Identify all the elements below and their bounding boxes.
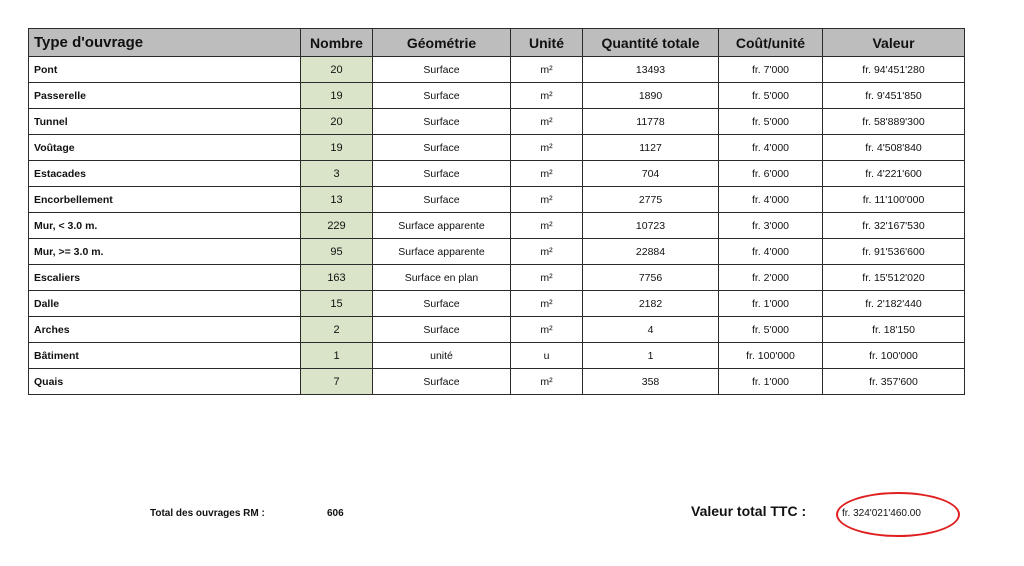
cell-geometrie: unité [373,343,511,369]
table-row [29,369,965,395]
cell-unite: m² [511,369,583,395]
cell-geometrie: Surface [373,135,511,161]
table-header-row [29,29,965,57]
cell-quantite-totale: 7756 [583,265,719,291]
cell-unite: m² [511,161,583,187]
table-row [29,213,965,239]
cell-unite: u [511,343,583,369]
table-row [29,161,965,187]
cell-type-ouvrage: Escaliers [29,265,301,291]
cell-nombre: 229 [301,213,373,239]
cell-quantite-totale: 1890 [583,83,719,109]
highlight-circle [836,492,960,537]
cell-geometrie: Surface [373,291,511,317]
cell-unite: m² [511,57,583,83]
cell-unite: m² [511,291,583,317]
header-cout-unite: Coût/unité [719,29,823,57]
cell-unite: m² [511,213,583,239]
cell-valeur: fr. 11'100'000 [823,187,965,213]
cell-cout-unite: fr. 6'000 [719,161,823,187]
cell-quantite-totale: 1127 [583,135,719,161]
cell-cout-unite: fr. 5'000 [719,317,823,343]
header-valeur: Valeur [823,29,965,57]
cell-cout-unite: fr. 100'000 [719,343,823,369]
cell-valeur: fr. 4'221'600 [823,161,965,187]
cell-quantite-totale: 11778 [583,109,719,135]
cell-cout-unite: fr. 5'000 [719,109,823,135]
cell-type-ouvrage: Bâtiment [29,343,301,369]
cell-geometrie: Surface [373,161,511,187]
cell-nombre: 3 [301,161,373,187]
ouvrages-table [28,28,965,395]
cell-nombre: 19 [301,83,373,109]
cell-nombre: 19 [301,135,373,161]
cell-valeur: fr. 2'182'440 [823,291,965,317]
cell-unite: m² [511,239,583,265]
cell-unite: m² [511,135,583,161]
cell-valeur: fr. 91'536'600 [823,239,965,265]
cell-geometrie: Surface apparente [373,239,511,265]
cell-quantite-totale: 358 [583,369,719,395]
cell-quantite-totale: 4 [583,317,719,343]
cell-type-ouvrage: Mur, >= 3.0 m. [29,239,301,265]
cell-nombre: 2 [301,317,373,343]
table-row [29,57,965,83]
table-row [29,343,965,369]
cell-unite: m² [511,317,583,343]
cell-geometrie: Surface [373,109,511,135]
cell-type-ouvrage: Passerelle [29,83,301,109]
cell-cout-unite: fr. 4'000 [719,187,823,213]
cell-quantite-totale: 2775 [583,187,719,213]
cell-valeur: fr. 18'150 [823,317,965,343]
cell-quantite-totale: 704 [583,161,719,187]
cell-type-ouvrage: Estacades [29,161,301,187]
cell-quantite-totale: 2182 [583,291,719,317]
cell-unite: m² [511,187,583,213]
cell-nombre: 15 [301,291,373,317]
cell-valeur: fr. 9'451'850 [823,83,965,109]
cell-cout-unite: fr. 5'000 [719,83,823,109]
header-geometrie: Géométrie [373,29,511,57]
cell-unite: m² [511,109,583,135]
cell-geometrie: Surface [373,317,511,343]
cell-type-ouvrage: Quais [29,369,301,395]
cell-type-ouvrage: Tunnel [29,109,301,135]
cell-type-ouvrage: Encorbellement [29,187,301,213]
table-row [29,265,965,291]
cell-quantite-totale: 10723 [583,213,719,239]
cell-nombre: 7 [301,369,373,395]
cell-type-ouvrage: Arches [29,317,301,343]
cell-valeur: fr. 32'167'530 [823,213,965,239]
cell-valeur: fr. 100'000 [823,343,965,369]
header-type-ouvrage: Type d'ouvrage [29,29,301,57]
cell-type-ouvrage: Mur, < 3.0 m. [29,213,301,239]
table-row [29,135,965,161]
table-row [29,83,965,109]
cell-geometrie: Surface [373,57,511,83]
cell-unite: m² [511,265,583,291]
cell-nombre: 95 [301,239,373,265]
cell-cout-unite: fr. 4'000 [719,239,823,265]
table-row [29,317,965,343]
cell-type-ouvrage: Voûtage [29,135,301,161]
cell-nombre: 163 [301,265,373,291]
cell-valeur: fr. 58'889'300 [823,109,965,135]
cell-cout-unite: fr. 1'000 [719,291,823,317]
cell-unite: m² [511,83,583,109]
cell-cout-unite: fr. 3'000 [719,213,823,239]
table-body [29,57,965,395]
total-ouvrages-label: Total des ouvrages RM : [150,508,265,519]
cell-nombre: 20 [301,57,373,83]
cell-quantite-totale: 22884 [583,239,719,265]
valeur-total-value: fr. 324'021'460.00 [842,508,921,519]
table-row [29,291,965,317]
cell-geometrie: Surface [373,187,511,213]
cell-geometrie: Surface en plan [373,265,511,291]
cell-geometrie: Surface [373,83,511,109]
cell-geometrie: Surface [373,369,511,395]
cell-type-ouvrage: Dalle [29,291,301,317]
header-nombre: Nombre [301,29,373,57]
cell-type-ouvrage: Pont [29,57,301,83]
cell-valeur: fr. 4'508'840 [823,135,965,161]
cell-valeur: fr. 15'512'020 [823,265,965,291]
cell-quantite-totale: 1 [583,343,719,369]
cell-cout-unite: fr. 1'000 [719,369,823,395]
table-row [29,187,965,213]
cell-cout-unite: fr. 4'000 [719,135,823,161]
cell-geometrie: Surface apparente [373,213,511,239]
table-row [29,239,965,265]
cell-quantite-totale: 13493 [583,57,719,83]
table-row [29,109,965,135]
header-unite: Unité [511,29,583,57]
cell-nombre: 13 [301,187,373,213]
header-quantite-totale: Quantité totale [583,29,719,57]
valeur-total-label: Valeur total TTC : [691,503,807,519]
cell-cout-unite: fr. 2'000 [719,265,823,291]
cell-nombre: 1 [301,343,373,369]
cell-valeur: fr. 357'600 [823,369,965,395]
total-ouvrages-value: 606 [327,508,344,519]
cell-nombre: 20 [301,109,373,135]
cell-cout-unite: fr. 7'000 [719,57,823,83]
cell-valeur: fr. 94'451'280 [823,57,965,83]
